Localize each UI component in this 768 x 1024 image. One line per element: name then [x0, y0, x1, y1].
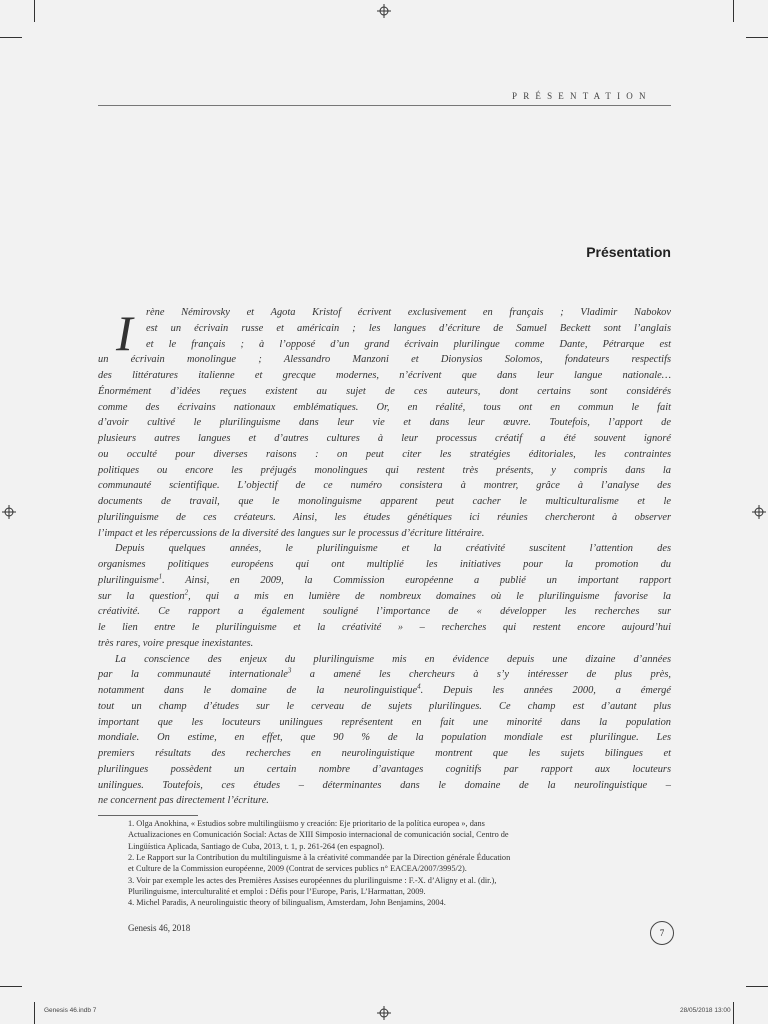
header-rule [98, 105, 671, 106]
crop-mark [0, 986, 22, 987]
text-line: plurilinguisme de ces créateurs. Ainsi, les études génétiques ici réunies chercheront à observer [98, 511, 671, 523]
footnote-rule [98, 815, 198, 816]
text-line: tout un champ d’études sur le cerveau de sujets plurilingues. Ce champ est d’autant plus [98, 700, 671, 712]
registration-mark-icon [2, 505, 16, 519]
drop-cap: I [116, 305, 133, 361]
text-line: documents de travail, que le monolinguisme apparent peut cacher le multiculturalisme et le [98, 496, 671, 507]
registration-mark-icon [377, 1006, 391, 1020]
footnote-line: Actualizaciones en Comunicación Social: Actas de XIII Simposio internacional de comunicación social, Centro de [128, 830, 509, 840]
text-line: l’impact et les répercussions de la diversité des langues sur le processus d’écriture littéraire. [98, 527, 485, 539]
text-line: rène Némirovsky et Agota Kristof écrivent exclusivement en français ; Vladimir Nabokov [146, 307, 671, 318]
page-title: Présentation [586, 244, 671, 260]
footnote-line: 4. Michel Paradis, A neurolinguistic theory of bilingualism, Amsterdam, John Benjamins, 2004. [128, 898, 446, 908]
journal-citation: Genesis 46, 2018 [128, 923, 191, 933]
text-line: important que les locuteurs unilingues représentent en fait une minorité dans la population [98, 716, 671, 728]
text-line: mondiale. On estime, en effet, que 90 % de la population mondiale est plurilingue. Les [98, 732, 671, 744]
crop-mark [746, 37, 768, 38]
page-number: 7 [650, 921, 674, 945]
text-line: Depuis quelques années, le plurilinguisme et la créativité suscitent l’attention des [115, 543, 671, 555]
registration-mark-icon [752, 505, 766, 519]
text-line: plusieurs autres langues et d’autres cultures à leur processus créatif a été souvent ignoré [98, 433, 671, 444]
text-line: comme des écrivains nationaux emblématiques. Or, en réalité, tous ont en commun le fait [98, 401, 671, 413]
footnote-line: 3. Voir par exemple les actes des Premières Assises européennes du plurilinguisme : F.-X. d’Aligny et al. (dir.), [128, 875, 497, 885]
running-header: PRÉSENTATION [512, 91, 652, 101]
print-slug-left: Genesis 46.indb 7 [44, 1007, 97, 1014]
text-line: créativité. Ce rapport a également souligné l’importance de « développer les recherches sur [98, 606, 671, 618]
text-line: organismes politiques européens qui ont multiplié les initiatives pour la promotion du [98, 559, 671, 570]
crop-mark [733, 1002, 734, 1024]
text-line: politiques ou encore les préjugés monolingues qui restent très présents, y compris dans la [98, 464, 671, 476]
text-line: notamment dans le domaine de la neurolinguistique$^4$. Depuis les années 2000, a émergé [98, 682, 671, 696]
text-line: unilingues. Toutefois, ces études – déterminantes dans le domaine de la neurolinguistique – [98, 779, 671, 791]
text-line: par la communauté internationale$^3$ a amené les chercheurs à s’y intéresser de plus près, [98, 666, 672, 681]
text-line: le lien entre le plurilinguisme et la créativité » – recherches qui restent encore aujourd’hui [98, 622, 671, 633]
footnote-line: et Culture de la Commission européenne, 2009 (Contrat de services publics n° EACEA/2007/3995/2). [128, 864, 467, 874]
text-line: Énormément d’idées reçues existent au sujet de ces auteurs, dont certains sont considérés [98, 385, 671, 397]
footnote-line: Plurilinguisme, interculturalité et emploi : Défis pour l’Europe, Paris, L’Harmattan, 2009. [128, 887, 426, 897]
footnote-line: 1. Olga Anokhina, « Estudios sobre multilingüismo y creación: Eje prioritario de la política europea », dans [128, 819, 485, 828]
crop-mark [733, 0, 734, 22]
text-line: des littératures italienne et grecque modernes, n’écrivent que dans leur langue nationale… [98, 370, 671, 381]
footnote-line: 2. Le Rapport sur la Contribution du multilinguisme à la créativité commandée par la Direction générale Éducation [128, 853, 511, 863]
text-line: plurilingues possèdent un certain nombre d’avantages cognitifs par rapport aux locuteurs [98, 763, 671, 775]
crop-mark [34, 1002, 35, 1024]
footnote-line: Lingüística Aplicada, Santiago de Cuba, 2013, t. 1, p. 261-264 (en espagnol). [128, 841, 385, 851]
text-line: plurilinguisme$^1$. Ainsi, en 2009, la Commission européenne a publié un important rapport [98, 572, 671, 586]
text-line: et le français ; à l’opposé d’un grand écrivain plurilingue comme Dante, Pétrarque est [146, 338, 671, 350]
crop-mark [34, 0, 35, 22]
text-line: sur la question$^2$, qui a mis en lumière de nombreux domaines où le plurilinguisme favorise la [98, 588, 671, 602]
text-line: un écrivain monolingue ; Alessandro Manzoni et Dionysios Solomos, fondateurs respectifs [98, 354, 671, 366]
text-line: très rares, voire presque inexistantes. [98, 637, 254, 649]
footnote-ref: 4 [417, 682, 421, 691]
text-line: ou occulté pour diverses raisons : on peut citer les stratégies éditoriales, les contraintes [98, 448, 671, 460]
text-line: est un écrivain russe et américain ; les langues d’écriture de Samuel Beckett sont l’anglais [146, 322, 671, 334]
crop-mark [0, 37, 22, 38]
footnote-ref: 2 [184, 588, 189, 597]
text-line: La conscience des enjeux du plurilinguisme mis en évidence depuis une dizaine d’années [115, 653, 671, 665]
footnote-ref: 3 [287, 666, 292, 675]
text-line: premiers résultats des recherches en neurolinguistique montrent que les sujets bilingues et [98, 748, 671, 759]
text-line: d’avoir cultivé le plurilinguisme dans leur vie et dans leur œuvre. Toutefois, l’apport de [98, 417, 671, 429]
crop-mark [746, 986, 768, 987]
print-slug-right: 28/05/2018 13:00 [680, 1007, 731, 1014]
footnote-ref: 1 [158, 572, 163, 581]
text-line: communauté scientifique. L’objectif de ce numéro consistera à montrer, grâce à l’analyse des [98, 480, 671, 492]
footnotes [128, 818, 673, 909]
registration-mark-icon [377, 4, 391, 18]
text-line: ne concernent pas directement l’écriture. [98, 795, 269, 807]
body-text [98, 305, 671, 809]
